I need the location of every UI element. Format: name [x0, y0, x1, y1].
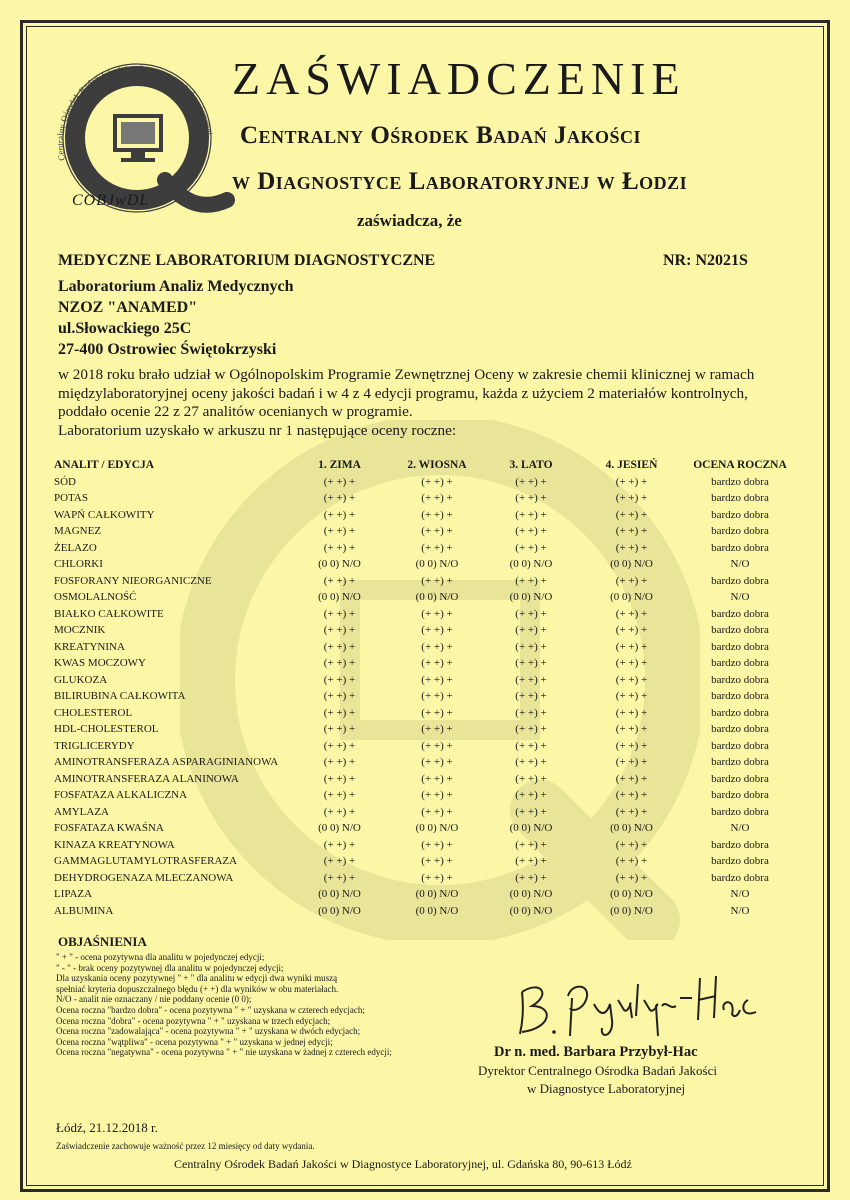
logo-ring-text: Centralny Ośrodek Badań Jakości w Diagnostyce Laboratoryjnej [55, 63, 215, 162]
annual-grade-cell: N/O [730, 904, 750, 917]
edition-result-cell: (+ +) + [323, 772, 356, 785]
results-table-body [54, 474, 794, 920]
annual-grade-cell: bardzo dobra [711, 838, 769, 851]
edition-result-cell: (+ +) + [515, 772, 547, 785]
analyte-name: GAMMAGLUTAMYLOTRASFERAZA [54, 855, 238, 868]
table-row [54, 721, 794, 738]
edition-result-cell: (+ +) + [515, 871, 547, 884]
edition-result-cell: (+ +) + [515, 756, 547, 769]
table-row [54, 787, 794, 804]
edition-result-cell: (0 0) N/O [318, 888, 361, 901]
edition-result-cell: (+ +) + [421, 525, 453, 538]
edition-result-cell: (+ +) + [615, 739, 648, 752]
edition-result-cell: (0 0) N/O [415, 904, 459, 917]
analyte-name: FOSFATAZA ALKALICZNA [54, 789, 188, 802]
edition-result-cell: (+ +) + [323, 525, 356, 538]
edition-result-cell: (0 0) N/O [610, 591, 653, 604]
edition-result-cell: (+ +) + [421, 838, 453, 851]
table-row [54, 771, 794, 788]
annual-grade-cell: bardzo dobra [711, 690, 769, 703]
analyte-name: KINAZA KREATYNOWA [54, 838, 175, 851]
edition-result-cell: (0 0) N/O [318, 822, 361, 835]
edition-result-cell: (+ +) + [421, 640, 453, 653]
edition-result-cell: (+ +) + [323, 607, 356, 620]
analyte-name: FOSFATAZA KWAŚNA [54, 822, 164, 835]
annual-grade-cell: bardzo dobra [711, 475, 769, 488]
table-row [54, 639, 794, 656]
edition-result-cell: (+ +) + [323, 706, 356, 719]
edition-result-cell: (0 0) N/O [610, 888, 653, 901]
table-row [54, 870, 794, 887]
signatory-name: Dr n. med. Barbara Przybył-Hac [494, 1044, 698, 1060]
edition-result-cell: (0 0) N/O [610, 904, 653, 917]
annual-grade-cell: bardzo dobra [711, 624, 769, 637]
footer-address: Centralny Ośrodek Badań Jakości w Diagnostyce Laboratoryjnej, ul. Gdańska 80, 90-613 Łódź [174, 1157, 632, 1171]
edition-result-cell: (+ +) + [421, 690, 453, 703]
edition-result-cell: (0 0) N/O [415, 888, 459, 901]
results-table [54, 457, 794, 919]
certificate-number: NR: N2021S [663, 252, 748, 269]
edition-result-cell: (+ +) + [615, 723, 648, 736]
edition-result-cell: (+ +) + [515, 739, 547, 752]
edition-result-cell: (+ +) + [323, 492, 356, 505]
validity-note: Zaświadczenie zachowuje ważność przez 12 miesięcy od daty wydania. [56, 1141, 315, 1151]
edition-result-cell: (+ +) + [323, 756, 356, 769]
analyte-name: GLUKOZA [54, 673, 108, 686]
analyte-name: CHOLESTEROL [54, 706, 133, 719]
edition-result-cell: (0 0) N/O [415, 558, 459, 571]
lab-line-1: Laboratorium Analiz Medycznych [58, 278, 294, 295]
table-row [54, 804, 794, 821]
edition-result-cell: (+ +) + [515, 492, 547, 505]
logo-caption: COBJwDL [72, 192, 150, 209]
edition-result-cell: (+ +) + [421, 772, 453, 785]
analyte-name: KREATYNINA [54, 640, 125, 653]
document-title: ZAŚWIADCZENIE [232, 53, 686, 104]
edition-result-cell: (+ +) + [421, 607, 453, 620]
annual-grade-cell: bardzo dobra [711, 739, 769, 752]
edition-result-cell: (+ +) + [615, 508, 648, 521]
explanation-line: Dla uzyskania oceny pozytywnej " + " dla analitu w edycji dwa wyniki muszą [56, 973, 338, 984]
org-name-line1: Centralny Ośrodek Badań Jakości [240, 122, 641, 149]
edition-result-cell: (+ +) + [323, 657, 356, 670]
edition-result-cell: (+ +) + [615, 871, 648, 884]
analyte-name: AMYLAZA [54, 805, 109, 818]
edition-result-cell: (+ +) + [323, 690, 356, 703]
edition-result-cell: (+ +) + [323, 640, 356, 653]
annual-grade-cell: bardzo dobra [711, 657, 769, 670]
edition-result-cell: (+ +) + [323, 475, 356, 488]
edition-result-cell: (+ +) + [615, 838, 648, 851]
explanation-line: Ocena roczna "negatywna" - ocena pozytywna " + " nie uzyskana w żadnej z czterech edycji; [56, 1047, 392, 1058]
table-row [54, 903, 794, 920]
explanations-title: OBJAŚNIENIA [58, 934, 147, 949]
edition-result-cell: (0 0) N/O [318, 904, 361, 917]
header-edition-2: 2. WIOSNA [407, 459, 467, 472]
laboratory-address [58, 276, 294, 360]
edition-result-cell: (+ +) + [515, 838, 547, 851]
header-edition-3: 3. LATO [509, 459, 553, 472]
edition-result-cell: (+ +) + [615, 789, 648, 802]
table-row [54, 540, 794, 557]
table-row [54, 672, 794, 689]
analyte-name: LIPAZA [54, 888, 93, 901]
explanation-line: N/O - analit nie oznaczany / nie poddany ocenie (0 0); [56, 994, 252, 1005]
explanation-line: Ocena roczna "wątpliwa" - ocena pozytywna " + " uzyskana w jednej edycji; [56, 1036, 333, 1047]
edition-result-cell: (+ +) + [323, 805, 356, 818]
edition-result-cell: (+ +) + [515, 607, 547, 620]
annual-grade-cell: bardzo dobra [711, 541, 769, 554]
annual-grade-cell: N/O [730, 888, 750, 901]
edition-result-cell: (+ +) + [515, 657, 547, 670]
table-row [54, 886, 794, 903]
edition-result-cell: (0 0) N/O [415, 591, 459, 604]
annual-grade-cell: bardzo dobra [711, 607, 769, 620]
edition-result-cell: (0 0) N/O [318, 591, 361, 604]
edition-result-cell: (+ +) + [615, 706, 648, 719]
paragraph-line-2: międzylaboratoryjnej oceny jakości badań i w 4 z 4 edycji programu, każda z użyciem 2 materiałów kontrolnych, [58, 384, 748, 402]
edition-result-cell: (+ +) + [421, 673, 453, 686]
table-row [54, 820, 794, 837]
edition-result-cell: (+ +) + [421, 789, 453, 802]
table-row [54, 655, 794, 672]
edition-result-cell: (+ +) + [615, 541, 648, 554]
explanations-list [56, 952, 436, 1058]
edition-result-cell: (0 0) N/O [610, 558, 653, 571]
table-header-row [54, 457, 794, 474]
explanation-line: Ocena roczna "zadowalająca" - ocena pozytywna " + " uzyskana w dwóch edycjach; [56, 1026, 361, 1037]
edition-result-cell: (0 0) N/O [509, 904, 553, 917]
edition-result-cell: (0 0) N/O [415, 822, 459, 835]
edition-result-cell: (+ +) + [515, 624, 547, 637]
edition-result-cell: (+ +) + [421, 508, 453, 521]
edition-result-cell: (+ +) + [515, 475, 547, 488]
annual-grade-cell: bardzo dobra [711, 492, 769, 505]
edition-result-cell: (+ +) + [515, 805, 547, 818]
analyte-name: WAPŃ CAŁKOWITY [54, 508, 155, 521]
analyte-name: BILIRUBINA CAŁKOWITA [54, 690, 186, 703]
table-row [54, 474, 794, 491]
edition-result-cell: (+ +) + [323, 624, 356, 637]
annual-grade-cell: N/O [730, 591, 750, 604]
analyte-name: AMINOTRANSFERAZA ALANINOWA [54, 772, 239, 785]
table-row [54, 738, 794, 755]
annual-grade-cell: N/O [730, 558, 750, 571]
lab-line-2: NZOZ "ANAMED" [58, 299, 198, 316]
edition-result-cell: (+ +) + [515, 855, 547, 868]
edition-result-cell: (+ +) + [615, 574, 648, 587]
edition-result-cell: (+ +) + [421, 871, 453, 884]
edition-result-cell: (+ +) + [615, 690, 648, 703]
edition-result-cell: (+ +) + [515, 525, 547, 538]
analyte-name: MAGNEZ [54, 525, 102, 538]
edition-result-cell: (+ +) + [515, 508, 547, 521]
edition-result-cell: (+ +) + [615, 673, 648, 686]
analyte-name: HDL-CHOLESTEROL [54, 723, 159, 736]
edition-result-cell: (+ +) + [421, 492, 453, 505]
edition-result-cell: (+ +) + [515, 690, 547, 703]
edition-result-cell: (+ +) + [421, 624, 453, 637]
annual-grade-cell: bardzo dobra [711, 508, 769, 521]
paragraph-line-3: poddało ocenie 22 z 27 analitów ocenianych w programie. [58, 403, 413, 421]
edition-result-cell: (+ +) + [615, 657, 648, 670]
edition-result-cell: (+ +) + [615, 607, 648, 620]
edition-result-cell: (+ +) + [421, 855, 453, 868]
lab-line-4: 27-400 Ostrowiec Świętokrzyski [58, 341, 277, 358]
edition-result-cell: (+ +) + [615, 640, 648, 653]
table-row [54, 523, 794, 540]
edition-result-cell: (+ +) + [421, 574, 453, 587]
table-row [54, 556, 794, 573]
analyte-name: POTAS [54, 492, 88, 505]
analyte-name: AMINOTRANSFERAZA ASPARAGINIANOWA [54, 756, 279, 769]
edition-result-cell: (+ +) + [515, 789, 547, 802]
analyte-name: ŻELAZO [54, 541, 97, 554]
edition-result-cell: (+ +) + [421, 805, 453, 818]
analyte-name: OSMOLALNOŚĆ [54, 591, 137, 604]
edition-result-cell: (+ +) + [515, 673, 547, 686]
table-row [54, 573, 794, 590]
table-row [54, 606, 794, 623]
edition-result-cell: (+ +) + [323, 739, 356, 752]
analyte-name: BIAŁKO CAŁKOWITE [54, 607, 164, 620]
edition-result-cell: (+ +) + [615, 475, 648, 488]
edition-result-cell: (+ +) + [323, 838, 356, 851]
certifies-text: zaświadcza, że [357, 211, 462, 230]
table-row [54, 490, 794, 507]
table-row [54, 622, 794, 639]
edition-result-cell: (0 0) N/O [509, 591, 553, 604]
edition-result-cell: (+ +) + [323, 673, 356, 686]
explanation-line: " - " - brak oceny pozytywnej dla analitu w pojedynczej edycji; [56, 962, 284, 973]
annual-grade-cell: bardzo dobra [711, 772, 769, 785]
table-row [54, 853, 794, 870]
edition-result-cell: (+ +) + [615, 855, 648, 868]
edition-result-cell: (+ +) + [615, 492, 648, 505]
annual-grade-cell: bardzo dobra [711, 574, 769, 587]
edition-result-cell: (+ +) + [323, 789, 356, 802]
edition-result-cell: (+ +) + [323, 723, 356, 736]
edition-result-cell: (+ +) + [421, 739, 453, 752]
header-annual-grade: OCENA ROCZNA [693, 459, 787, 472]
table-row [54, 507, 794, 524]
edition-result-cell: (+ +) + [421, 756, 453, 769]
annual-grade-cell: bardzo dobra [711, 855, 769, 868]
paragraph-line-1: w 2018 roku brało udział w Ogólnopolskim Programie Zewnętrznej Oceny w zakresie chemii klinicznej w ramach [58, 366, 755, 383]
annual-grade-cell: bardzo dobra [711, 640, 769, 653]
edition-result-cell: (+ +) + [515, 706, 547, 719]
org-name-line2: w Diagnostyce Laboratoryjnej w Łodzi [232, 168, 688, 195]
header-edition-1: 1. ZIMA [318, 459, 361, 472]
analyte-name: DEHYDROGENAZA MLECZANOWA [54, 871, 234, 884]
laboratory-name: MEDYCZNE LABORATORIUM DIAGNOSTYCZNE [58, 252, 436, 269]
edition-result-cell: (+ +) + [515, 723, 547, 736]
table-row [54, 688, 794, 705]
explanation-line: spełniać kryteria dopuszczalnego błędu (+ +) dla wyników w obu materiałach. [56, 983, 339, 994]
lab-line-3: ul.Słowackiego 25C [58, 320, 192, 337]
annual-grade-cell: N/O [730, 822, 750, 835]
edition-result-cell: (+ +) + [323, 871, 356, 884]
edition-result-cell: (+ +) + [323, 508, 356, 521]
edition-result-cell: (0 0) N/O [509, 822, 553, 835]
edition-result-cell: (+ +) + [615, 624, 648, 637]
edition-result-cell: (+ +) + [615, 805, 648, 818]
edition-result-cell: (0 0) N/O [509, 558, 553, 571]
annual-grade-cell: bardzo dobra [711, 756, 769, 769]
edition-result-cell: (+ +) + [615, 525, 648, 538]
analyte-name: KWAS MOCZOWY [54, 657, 146, 670]
edition-result-cell: (+ +) + [515, 640, 547, 653]
edition-result-cell: (+ +) + [615, 756, 648, 769]
table-row [54, 754, 794, 771]
place-and-date: Łódź, 21.12.2018 r. [56, 1120, 158, 1135]
edition-result-cell: (+ +) + [421, 706, 453, 719]
table-row [54, 837, 794, 854]
edition-result-cell: (+ +) + [515, 541, 547, 554]
edition-result-cell: (0 0) N/O [610, 822, 653, 835]
analyte-name: TRIGLICERYDY [54, 739, 135, 752]
edition-result-cell: (0 0) N/O [318, 558, 361, 571]
edition-result-cell: (+ +) + [515, 574, 547, 587]
edition-result-cell: (+ +) + [323, 541, 356, 554]
paragraph-line-4: Laboratorium uzyskało w arkuszu nr 1 następujące oceny roczne: [58, 421, 457, 439]
edition-result-cell: (+ +) + [615, 772, 648, 785]
edition-result-cell: (0 0) N/O [509, 888, 553, 901]
header-analyte: ANALIT / EDYCJA [54, 459, 155, 472]
signatory-title-line1: Dyrektor Centralnego Ośrodka Badań Jakości [478, 1063, 717, 1078]
annual-grade-cell: bardzo dobra [711, 805, 769, 818]
analyte-name: ALBUMINA [54, 904, 114, 917]
analyte-name: CHLORKI [54, 558, 103, 571]
edition-result-cell: (+ +) + [421, 723, 453, 736]
edition-result-cell: (+ +) + [421, 475, 453, 488]
analyte-name: FOSFORANY NIEORGANICZNE [54, 574, 212, 587]
edition-result-cell: (+ +) + [323, 855, 356, 868]
edition-result-cell: (+ +) + [323, 574, 356, 587]
explanation-line: Ocena roczna "bardzo dobra" - ocena pozytywna " + " uzyskana w czterech edycjach; [56, 1004, 365, 1015]
signatory-title-line2: w Diagnostyce Laboratoryjnej [527, 1081, 686, 1096]
analyte-name: SÓD [54, 475, 77, 488]
explanation-line: Ocena roczna "dobra" - ocena pozytywna " + " uzyskana w trzech edycjach; [56, 1015, 331, 1026]
annual-grade-cell: bardzo dobra [711, 723, 769, 736]
annual-grade-cell: bardzo dobra [711, 673, 769, 686]
explanation-line: " + " - ocena pozytywna dla analitu w pojedynczej edycji; [56, 952, 265, 962]
annual-grade-cell: bardzo dobra [711, 789, 769, 802]
edition-result-cell: (+ +) + [421, 657, 453, 670]
analyte-name: MOCZNIK [54, 624, 106, 637]
annual-grade-cell: bardzo dobra [711, 525, 769, 538]
annual-grade-cell: bardzo dobra [711, 871, 769, 884]
annual-grade-cell: bardzo dobra [711, 706, 769, 719]
handwritten-signature [510, 970, 770, 1040]
header-edition-4: 4. JESIEŃ [605, 459, 658, 472]
edition-result-cell: (+ +) + [421, 541, 453, 554]
participation-paragraph [58, 366, 778, 440]
table-row [54, 705, 794, 722]
table-row [54, 589, 794, 606]
